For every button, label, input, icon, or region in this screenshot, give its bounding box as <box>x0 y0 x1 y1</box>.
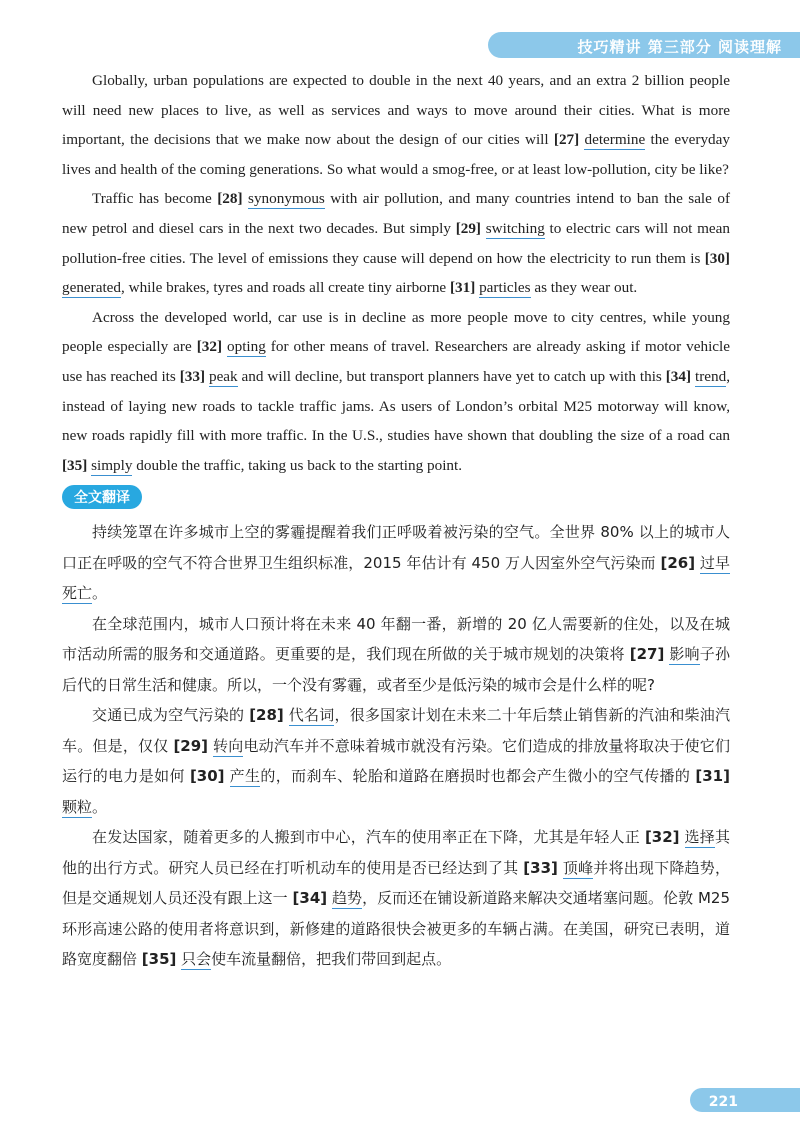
blank-number: [35] <box>62 456 88 474</box>
text-run: 其他的出行方式。研究人员已经在打听机动车的使用是否已经达到了其 <box>62 828 730 877</box>
answer-word: 影响 <box>669 645 700 664</box>
page-number: 221 <box>708 1094 738 1110</box>
text-run: ，反而还在铺设新道路来解决交通堵塞问题。伦敦 M25 环形高速公路的使用者将意识到，新修建的道路很快会被更多的车辆占满。在美国，研究已表明，道路宽度翻倍 <box>62 889 730 969</box>
text-run: the everyday lives and health of the coming generations. So what would a smog-free, or at least low-pollution, city be like? <box>62 131 730 178</box>
text-run: 电动汽车并不意味着城市就没有污染。它们造成的排放量将取决于使它们运行的电力是如何 <box>62 736 730 786</box>
text-run: to electric cars will not mean pollution-free cities. The level of emissions they cause will depend on how the electricity to run them is <box>62 219 731 267</box>
answer-word: 颗粒 <box>62 797 93 816</box>
text-run: 子孙后代的日常生活和健康。所以，一个没有雾霾，或者至少是低污染的城市会是什么样的呢? <box>62 645 730 694</box>
translation-label: 全文翻译 <box>62 485 142 509</box>
english-passage <box>62 66 730 480</box>
answer-word: synonymous <box>248 190 325 208</box>
answer-word: 选择 <box>684 828 715 847</box>
answer-word: 代名词 <box>288 706 335 725</box>
blank-number: [26] <box>660 553 696 572</box>
text-run: as they wear out. <box>530 279 638 297</box>
en-paragraph <box>62 303 730 481</box>
text-run: , while brakes, tyres and roads all create tiny airborne <box>121 279 450 297</box>
text-run: 的，而刹车、轮胎和道路在磨损时也都会产生微小的空气传播的 <box>260 767 696 786</box>
blank-number: [27] <box>629 645 665 664</box>
answer-word: determine <box>584 131 646 149</box>
answer-word: 过早死亡 <box>62 553 730 603</box>
blank-number: [35] <box>141 950 177 969</box>
text-run: with air pollution, and many countries intend to ban the sale of new petrol and diesel cars in the next two decades. But simply <box>62 190 731 237</box>
blank-number: [27] <box>553 131 580 149</box>
answer-word: trend <box>694 367 727 385</box>
text-run: 交通已成为空气污染的 <box>92 706 250 725</box>
text-run <box>225 767 230 785</box>
text-run: 在发达国家，随着更多的人搬到市中心，汽车的使用率正在下降，尤其是年轻人正 <box>92 828 645 847</box>
blank-number: [29] <box>173 736 209 755</box>
page-number-band <box>690 1088 800 1112</box>
text-run: Across the developed world, car use is in decline as more people move to city centres, while young people especially are <box>62 308 730 356</box>
text-run: ，很多国家计划在未来二十年后禁止销售新的汽油和柴油汽车。但是，仅仅 <box>62 706 730 755</box>
answer-word: 产生 <box>229 767 261 786</box>
en-paragraph <box>62 66 730 184</box>
blank-number: [32] <box>644 828 680 847</box>
answer-word: generated <box>62 279 122 297</box>
blank-number: [29] <box>455 219 481 237</box>
blank-number: [28] <box>249 706 284 725</box>
en-paragraph <box>62 184 730 302</box>
answer-word: switching <box>485 219 545 237</box>
answer-word: 只会 <box>181 950 212 969</box>
text-run: double the traffic, taking us back to the starting point. <box>132 456 463 474</box>
blank-number: [34] <box>292 889 328 908</box>
text-run: 。 <box>92 584 108 603</box>
text-run: 持续笼罩在许多城市上空的雾霾提醒着我们正呼吸着被污染的空气。全世界 80% 以上的城市人口正在呼吸的空气不符合世界卫生组织标准，2015 年估计有 450 万人因室外空气污染而 <box>62 523 730 572</box>
text-run: for other means of travel. Researchers are already asking if motor vehicle use has reached its <box>62 338 730 385</box>
text-run: 。 <box>92 797 108 816</box>
zh-paragraph <box>62 517 730 609</box>
answer-word: peak <box>208 367 238 385</box>
text-run: 并将出现下降趋势，但是交通规划人员还没有跟上这一 <box>62 858 730 908</box>
text-run: Traffic has become <box>92 190 218 208</box>
blank-number: [31] <box>695 767 730 786</box>
section-header: 技巧精讲 第三部分 阅读理解 <box>577 38 782 56</box>
text-run: , instead of laying new roads to tackle traffic jams. As users of London’s orbital M25 motorway will know, new roads rapidly fill with more traffic. In the U.S., studies have shown that doubling the size of a road can <box>62 367 730 445</box>
answer-word: 趋势 <box>331 889 363 908</box>
answer-word: 转向 <box>213 736 244 755</box>
answer-word: 顶峰 <box>562 858 594 877</box>
zh-paragraph <box>62 609 730 701</box>
zh-paragraph <box>62 822 730 975</box>
blank-number: [30] <box>189 767 225 786</box>
zh-paragraph <box>62 700 730 822</box>
page-content <box>62 66 730 975</box>
blank-number: [30] <box>704 249 730 267</box>
answer-word: particles <box>479 279 531 297</box>
blank-number: [33] <box>179 367 206 385</box>
blank-number: [32] <box>196 338 223 356</box>
blank-number: [34] <box>665 367 692 385</box>
text-run: 在全球范围内，城市人口预计将在未来 40 年翻一番，新增的 20 亿人需要新的住处，以及在城市活动所需的服务和交通道路。更重要的是，我们现在所做的关于城市规划的决策将 <box>62 614 730 664</box>
answer-word: simply <box>91 456 133 474</box>
chinese-translation <box>62 517 730 975</box>
text-run <box>680 828 685 846</box>
answer-word: opting <box>227 338 266 356</box>
text-run: 使车流量翻倍，把我们带回到起点。 <box>211 950 452 969</box>
blank-number: [33] <box>523 858 558 877</box>
text-run: Globally, urban populations are expected to double in the next 40 years, and an extra 2 billion people will need new places to live, as well as services and ways to move around their cities. What is more important, the decisions that we make now about the design of our cities will <box>62 72 730 149</box>
blank-number: [28] <box>217 190 243 208</box>
text-run: and will decline, but transport planners have yet to catch up with this <box>237 367 666 385</box>
blank-number: [31] <box>449 279 476 297</box>
